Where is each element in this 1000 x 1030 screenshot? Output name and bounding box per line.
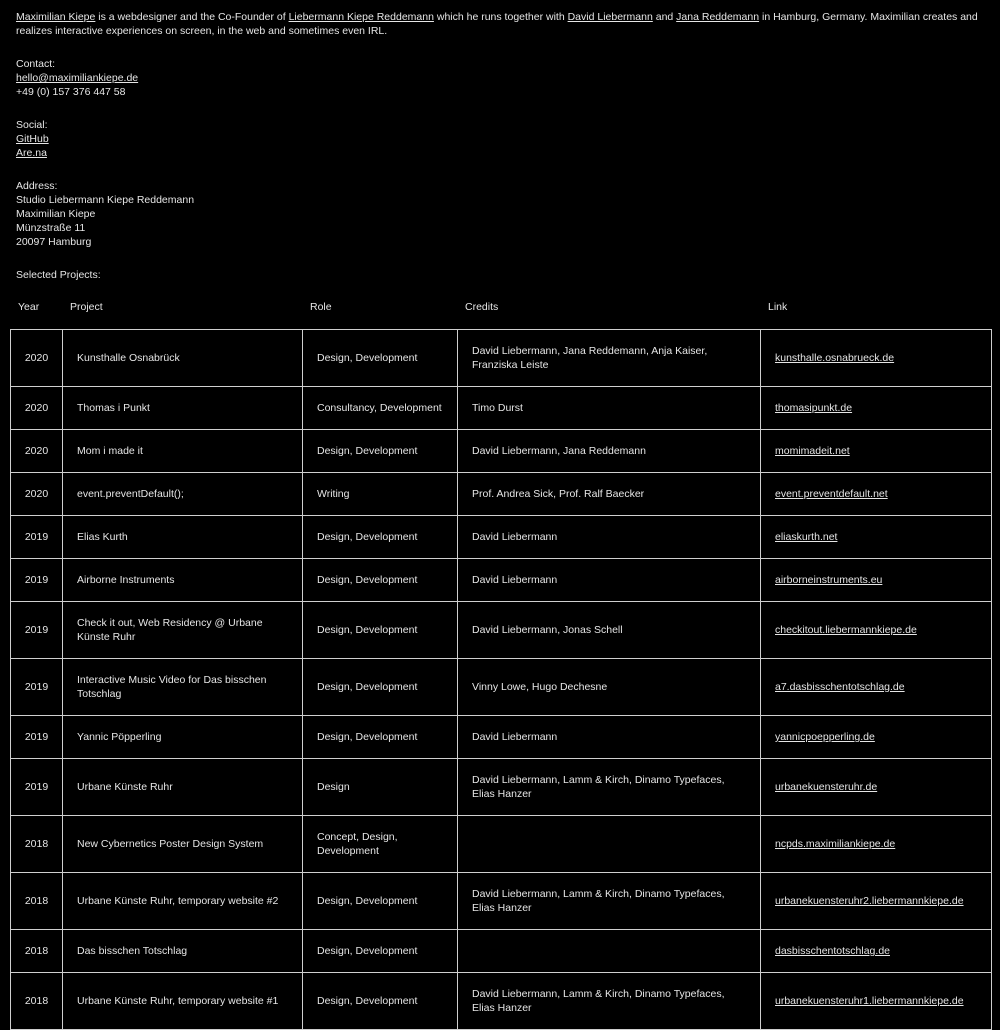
project-cell: Thomas i Punkt (63, 387, 303, 430)
role-cell: Design, Development (303, 602, 458, 659)
email-link[interactable]: hello@maximiliankiepe.de (16, 72, 139, 84)
credits-cell: David Liebermann, Jana Reddemann, Anja Kaiser, Franziska Leiste (458, 330, 761, 387)
year-cell: 2020 (11, 473, 63, 516)
intro-text-4: in Hamburg, Germany. Maximilian creates and realizes interactive experiences on screen, in the web and sometimes even IRL. (16, 11, 978, 37)
year-cell: 2018 (11, 973, 63, 1030)
link-cell (761, 473, 992, 516)
credits-cell: Timo Durst (458, 387, 761, 430)
link-cell (761, 516, 992, 559)
table-row (11, 973, 992, 1030)
project-link[interactable]: airborneinstruments.eu (775, 574, 883, 586)
role-cell: Design, Development (303, 973, 458, 1030)
project-cell: Yannic Pöpperling (63, 716, 303, 759)
year-cell: 2018 (11, 816, 63, 873)
credits-cell: David Liebermann (458, 716, 761, 759)
credits-cell: David Liebermann, Jonas Schell (458, 602, 761, 659)
project-link[interactable]: momimadeit.net (775, 445, 850, 457)
year-cell: 2019 (11, 559, 63, 602)
table-row (11, 559, 992, 602)
project-link[interactable]: dasbisschentotschlag.de (775, 945, 890, 957)
intro-paragraph (16, 10, 981, 38)
credits-cell: David Liebermann, Jana Reddemann (458, 430, 761, 473)
credits-cell (458, 816, 761, 873)
role-cell: Design, Development (303, 659, 458, 716)
projects-table (10, 329, 992, 1030)
credits-cell: Prof. Andrea Sick, Prof. Ralf Baecker (458, 473, 761, 516)
credits-cell (458, 930, 761, 973)
table-row (11, 602, 992, 659)
project-cell: Urbane Künste Ruhr, temporary website #1 (63, 973, 303, 1030)
partner-david-link[interactable]: David Liebermann (567, 11, 653, 23)
partner-jana-link[interactable]: Jana Reddemann (676, 11, 760, 23)
project-link[interactable]: checkitout.liebermannkiepe.de (775, 624, 917, 636)
project-link[interactable]: a7.dasbisschentotschlag.de (775, 681, 905, 693)
phone-number: +49 (0) 157 376 447 58 (16, 86, 126, 98)
project-cell: event.preventDefault(); (63, 473, 303, 516)
project-cell: Urbane Künste Ruhr, temporary website #2 (63, 873, 303, 930)
project-cell: Das bisschen Totschlag (63, 930, 303, 973)
arena-link[interactable]: Are.na (16, 147, 47, 159)
role-cell: Design, Development (303, 559, 458, 602)
project-cell: Urbane Künste Ruhr (63, 759, 303, 816)
link-cell (761, 602, 992, 659)
project-link[interactable]: thomasipunkt.de (775, 402, 853, 414)
credits-cell: David Liebermann, Lamm & Kirch, Dinamo Typefaces, Elias Hanzer (458, 759, 761, 816)
project-cell: Check it out, Web Residency @ Urbane Künste Ruhr (63, 602, 303, 659)
link-cell (761, 659, 992, 716)
role-cell: Design, Development (303, 873, 458, 930)
project-cell: Kunsthalle Osnabrück (63, 330, 303, 387)
credits-cell: David Liebermann, Lamm & Kirch, Dinamo Typefaces, Elias Hanzer (458, 973, 761, 1030)
project-link[interactable]: eliaskurth.net (775, 531, 838, 543)
link-cell (761, 387, 992, 430)
project-link[interactable]: urbanekuensteruhr1.liebermannkiepe.de (775, 995, 964, 1007)
link-cell (761, 430, 992, 473)
link-cell (761, 559, 992, 602)
table-row (11, 516, 992, 559)
project-link[interactable]: ncpds.maximiliankiepe.de (775, 838, 896, 850)
name-link[interactable]: Maximilian Kiepe (16, 11, 96, 23)
year-cell: 2019 (11, 716, 63, 759)
role-cell: Consultancy, Development (303, 387, 458, 430)
link-cell (761, 973, 992, 1030)
table-row (11, 387, 992, 430)
column-header-role: Role (310, 301, 332, 313)
credits-cell: David Liebermann (458, 559, 761, 602)
year-cell: 2020 (11, 387, 63, 430)
social-section (16, 118, 49, 160)
contact-section (16, 57, 138, 99)
project-cell: New Cybernetics Poster Design System (63, 816, 303, 873)
column-header-year: Year (18, 301, 40, 313)
intro-text-3: and (652, 11, 677, 23)
year-cell: 2019 (11, 516, 63, 559)
column-header-link: Link (768, 301, 788, 313)
role-cell: Design, Development (303, 716, 458, 759)
role-cell: Design, Development (303, 430, 458, 473)
role-cell: Design, Development (303, 516, 458, 559)
link-cell (761, 816, 992, 873)
project-link[interactable]: urbanekuensteruhr.de (775, 781, 878, 793)
project-link[interactable]: urbanekuensteruhr2.liebermannkiepe.de (775, 895, 964, 907)
selected-projects-label: Selected Projects: (16, 269, 101, 281)
projects-table-body (11, 330, 992, 1030)
social-label: Social: (16, 119, 48, 131)
role-cell: Concept, Design, Development (303, 816, 458, 873)
address-line: Münzstraße 11 (16, 222, 86, 234)
project-link[interactable]: kunsthalle.osnabrueck.de (775, 352, 895, 364)
year-cell: 2018 (11, 873, 63, 930)
studio-link[interactable]: Liebermann Kiepe Reddemann (288, 11, 434, 23)
project-cell: Elias Kurth (63, 516, 303, 559)
project-link[interactable]: yannicpoepperling.de (775, 731, 875, 743)
table-row (11, 330, 992, 387)
address-section (16, 179, 194, 249)
intro-text-2: which he runs together with (433, 11, 568, 23)
year-cell: 2020 (11, 430, 63, 473)
table-row (11, 430, 992, 473)
table-row (11, 716, 992, 759)
address-line: Studio Liebermann Kiepe Reddemann (16, 194, 195, 206)
year-cell: 2019 (11, 759, 63, 816)
address-label: Address: (16, 180, 58, 192)
year-cell: 2019 (11, 659, 63, 716)
project-link[interactable]: event.preventdefault.net (775, 488, 888, 500)
role-cell: Design, Development (303, 330, 458, 387)
table-row (11, 816, 992, 873)
year-cell: 2018 (11, 930, 63, 973)
column-header-credits: Credits (465, 301, 499, 313)
table-row (11, 659, 992, 716)
credits-cell: Vinny Lowe, Hugo Dechesne (458, 659, 761, 716)
year-cell: 2019 (11, 602, 63, 659)
role-cell: Design (303, 759, 458, 816)
link-cell (761, 716, 992, 759)
column-header-project: Project (70, 301, 103, 313)
year-cell: 2020 (11, 330, 63, 387)
link-cell (761, 930, 992, 973)
project-cell: Mom i made it (63, 430, 303, 473)
github-link[interactable]: GitHub (16, 133, 49, 145)
project-cell: Interactive Music Video for Das bisschen Totschlag (63, 659, 303, 716)
table-row (11, 473, 992, 516)
intro-text-1: is a webdesigner and the Co-Founder of (95, 11, 289, 23)
table-row (11, 930, 992, 973)
project-cell: Airborne Instruments (63, 559, 303, 602)
address-line: 20097 Hamburg (16, 236, 92, 248)
role-cell: Design, Development (303, 930, 458, 973)
contact-label: Contact: (16, 58, 56, 70)
table-row (11, 759, 992, 816)
credits-cell: David Liebermann (458, 516, 761, 559)
table-row (11, 873, 992, 930)
link-cell (761, 330, 992, 387)
link-cell (761, 759, 992, 816)
link-cell (761, 873, 992, 930)
address-line: Maximilian Kiepe (16, 208, 96, 220)
role-cell: Writing (303, 473, 458, 516)
credits-cell: David Liebermann, Lamm & Kirch, Dinamo Typefaces, Elias Hanzer (458, 873, 761, 930)
